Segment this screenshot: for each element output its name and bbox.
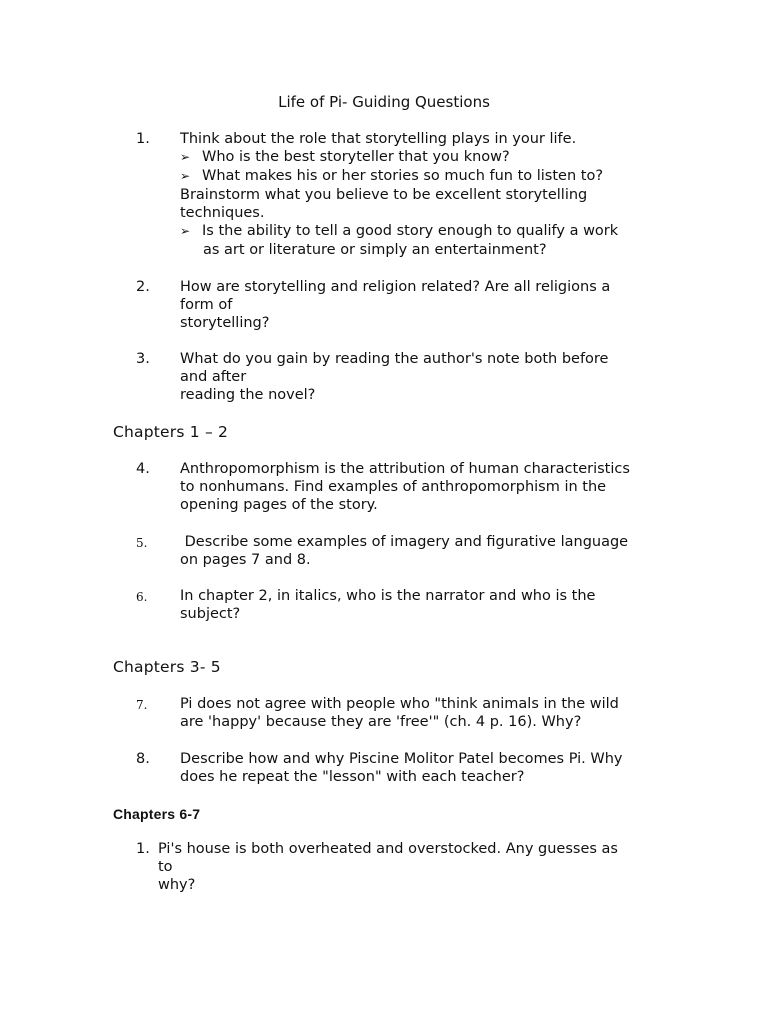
question-text-line: subject? [180,606,241,622]
section-heading: Chapters 3- 5 [113,658,221,676]
arrowhead-bullet-icon: ➢ [180,169,191,183]
question-text-line: techniques. [180,205,265,221]
page-title-text: Life of Pi- Guiding Questions [278,93,490,111]
bullet-item: ➢ What makes his or her stories so much fun to listen to? [180,168,604,184]
question-text-line: How are storytelling and religion related? Are all religions a [180,279,611,295]
question-text-line: to nonhumans. Find examples of anthropomorphism in the [180,479,607,495]
question-number: 3. [136,351,150,367]
question-number: 1. [136,131,150,147]
question-text-line: opening pages of the story. [180,497,378,513]
question-number: 7. [136,698,148,712]
question-text-line: to [158,859,173,875]
question-number: 6. [136,590,148,604]
page-title [0,93,768,112]
question-text-line: Brainstorm what you believe to be excellent storytelling [180,187,588,203]
question-text-line: storytelling? [180,315,270,331]
question-text-line: reading the novel? [180,387,316,403]
section-heading: Chapters 1 – 2 [113,423,229,441]
bullet-item: ➢ Is the ability to tell a good story enough to qualify a work [180,223,619,239]
question-text-line: Describe how and why Piscine Molitor Patel becomes Pi. Why [180,751,623,767]
bullet-item: ➢ Who is the best storyteller that you know? [180,149,510,165]
question-text-line: are 'happy' because they are 'free'" (ch. 4 p. 16). Why? [180,714,582,730]
question-text-line: What do you gain by reading the author's note both before [180,351,609,367]
question-text-line: Pi does not agree with people who "think animals in the wild [180,696,619,712]
question-text-line: on pages 7 and 8. [180,552,311,568]
question-text-line: Pi's house is both overheated and overstocked. Any guesses as [158,841,618,857]
question-number: 2. [136,279,150,295]
question-text-line: and after [180,369,247,385]
bullet-item-continuation: as art or literature or simply an entertainment? [203,242,547,258]
question-text-line: why? [158,877,196,893]
section-heading: Chapters 6-7 [113,806,201,822]
question-text-line: Anthropomorphism is the attribution of human characteristics [180,461,630,477]
question-number: 1. [136,841,150,857]
question-number: 4. [136,461,150,477]
question-text-line: Describe some examples of imagery and figurative language [180,534,629,550]
question-number: 8. [136,751,150,767]
question-text: Think about the role that storytelling plays in your life. [180,131,577,147]
question-text-line: form of [180,297,233,313]
question-number: 5. [136,536,148,550]
question-text-line: In chapter 2, in italics, who is the narrator and who is the [180,588,596,604]
arrowhead-bullet-icon: ➢ [180,150,191,164]
arrowhead-bullet-icon: ➢ [180,224,191,238]
question-text-line: does he repeat the "lesson" with each teacher? [180,769,525,785]
